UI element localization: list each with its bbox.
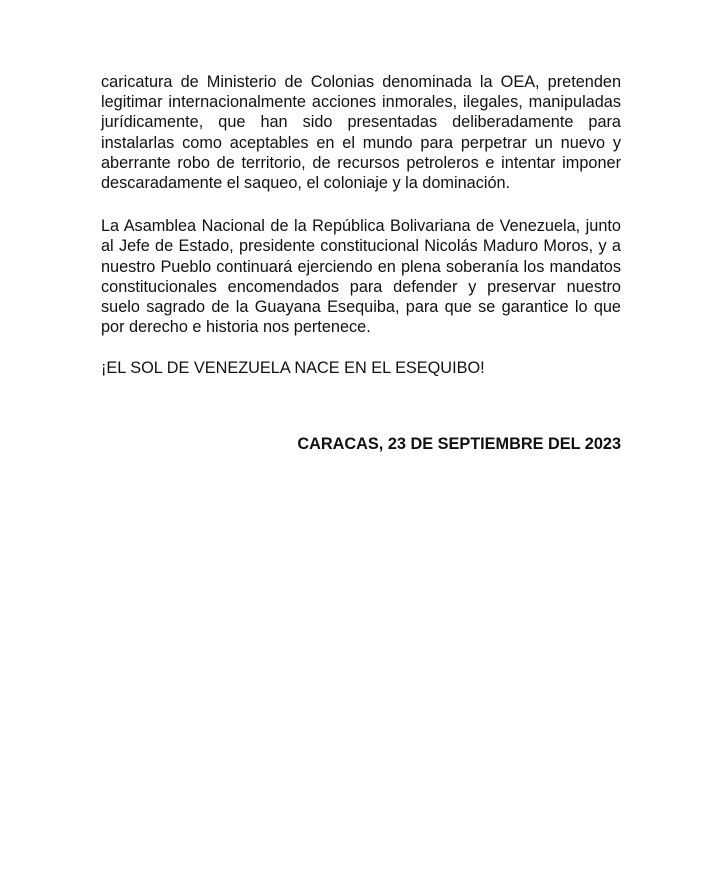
motto-line: ¡EL SOL DE VENEZUELA NACE EN EL ESEQUIBO! [101,359,485,377]
paragraph-oea: caricatura de Ministerio de Colonias denominada la OEA, pretenden legitimar internacionalmente acciones inmorales, ilegales, manipuladas jurídicamente, que han sido presentadas deliberadamente para instalarlas como aceptables en el mundo para perpetrar un nuevo y aberrante robo de territorio, de recursos petroleros e intentar imponer descaradamente el saqueo, el coloniaje y la dominación. [101,73,621,193]
document-body [101,72,621,337]
paragraph-asamblea-nacional: La Asamblea Nacional de la República Bolivariana de Venezuela, junto al Jefe de Estado, presidente constitucional Nicolás Maduro Moros, y a nuestro Pueblo continuará ejerciendo en plena soberanía los mandatos constitucionales encomendados para defender y preservar nuestro suelo sagrado de la Guayana Esequiba, para que se garantice lo que por derecho e historia nos pertenece. [101,217,621,337]
place-and-date: CARACAS, 23 DE SEPTIEMBRE DEL 2023 [297,435,621,453]
